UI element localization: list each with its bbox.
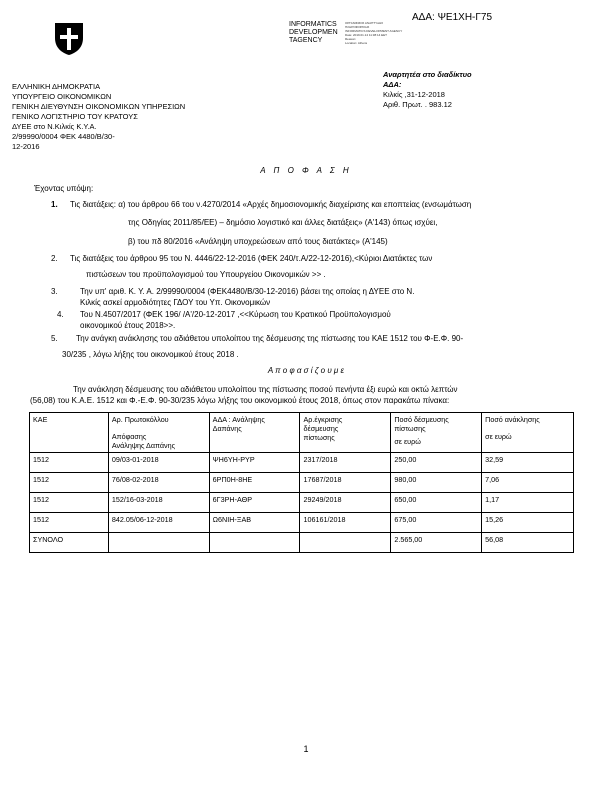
total-revoke: 56,08 — [482, 533, 574, 553]
total-empty — [108, 533, 209, 553]
sig-line: ΟΡΓΑΝΙΣΜΟΣ ΑΝΑΠΤΥΞΗΣ — [345, 21, 384, 25]
item-1-text: Τις διατάξεις: α) του άρθρου 66 του ν.4270/2014 «Αρχές δημοσιονομικής διαχείρισης και εποπτείας (ενσωμάτωση — [70, 200, 472, 209]
org-line-2: DEVELOPMEN — [289, 29, 338, 36]
item-5-text: Την ανάγκη ανάκλησης του αδιάθετου υπολοίπου της δέσμευσης της πίστωσης του ΚΑΕ 1512 του Φ-Ε.Φ. 90- — [76, 334, 464, 343]
authority-line: ΓΕΝΙΚΗ ΔΙΕΥΘΥΝΣΗ ΟΙΚΟΝΟΜΙΚΩΝ ΥΠΗΡΕΣΙΩΝ — [12, 102, 186, 111]
authority-line: ΓΕΝΙΚΟ ΛΟΓΙΣΤΗΡΙΟ ΤΟΥ ΚΡΑΤΟΥΣ — [12, 112, 138, 121]
publication-date: Κιλκίς ,31-12-2018 — [383, 90, 445, 99]
decision-text-cont: (56,08) του Κ.Α.Ε. 1512 και Φ.-Ε.Φ. 90-30/235 λόγω λήξης του οικονομικού έτους 2018, όπως στον παρακάτω πίνακα: — [30, 396, 450, 405]
item-1-number: 1. — [51, 200, 58, 209]
signature-details — [345, 21, 402, 45]
header-ada: ΑΔΑ : Ανάληψης Δαπάνης — [209, 413, 300, 453]
item-3-text-cont: Κιλκίς ασκεί αρμοδιότητες ΓΔΟΥ του Υπ. Οικονομικών — [80, 298, 271, 307]
item-4-number: 4. — [57, 310, 64, 319]
cell-revoke: 15,26 — [482, 513, 574, 533]
item-2-number: 2. — [51, 254, 58, 263]
cell-ada: 6ΡΠ0Η-8ΗΕ — [209, 473, 300, 493]
publication-protocol: Αριθ. Πρωτ. . 983.12 — [383, 100, 452, 109]
item-5-text-cont: 30/235 , λόγω λήξης του οικονομικού έτους 2018 . — [62, 350, 239, 359]
item-1-text-b: β) του πδ 80/2016 «Ανάληψη υποχρεώσεων από τους διατάκτες» (Α'145) — [128, 237, 388, 246]
authority-block — [12, 82, 185, 152]
signature-org — [289, 21, 338, 45]
intro-text: Έχοντας υπόψη: — [34, 184, 94, 193]
total-empty — [209, 533, 300, 553]
greek-emblem-icon — [52, 22, 86, 56]
cell-ada: 6Γ3ΡΗ-ΑΘΡ — [209, 493, 300, 513]
item-3-number: 3. — [51, 287, 58, 296]
cell-kae: 1512 — [30, 473, 109, 493]
header-registration: Αρ.έγκρισης δέσμευσης πίστωσης — [300, 413, 391, 453]
page-number: 1 — [303, 744, 309, 754]
header-revoke: Ποσό ανάκλησης σε ευρώ — [482, 413, 574, 453]
cell-revoke: 7,06 — [482, 473, 574, 493]
cell-revoke: 1,17 — [482, 493, 574, 513]
sig-line: Location: Athens — [345, 41, 368, 45]
cell-kae: 1512 — [30, 493, 109, 513]
ada-code: ΑΔΑ: ΨΕ1ΧΗ-Γ75 — [412, 12, 493, 23]
item-2-text: Τις διατάξεις του άρθρου 95 του Ν. 4446/22-12-2016 (ΦΕΚ 240/τ.Α/22-12-2016),<Κύριοι Διατάκτες των — [70, 254, 433, 263]
cell-protocol: 09/03-01-2018 — [108, 453, 209, 473]
sig-line: Date: 2019.01.14 11:38:14 EET — [345, 33, 387, 37]
table-row — [30, 493, 574, 513]
item-4-text: Του Ν.4507/2017 (ΦΕΚ 196/ /Α'/20-12-2017 ,<<Κύρωση του Κρατικού Προϋπολογισμού — [80, 310, 391, 319]
header-amount: Ποσό δέσμευσης πίστωσης σε ευρώ — [391, 413, 482, 453]
header-protocol: Αρ. Πρωτοκόλλου Απόφασης Ανάληψης Δαπάνης — [108, 413, 209, 453]
table-total-row — [30, 533, 574, 553]
table-row — [30, 453, 574, 473]
header-kae: ΚΑΕ — [30, 413, 109, 453]
cell-registration: 106161/2018 — [300, 513, 391, 533]
cell-ada: Ω6ΝΙΗ-ΞΑΒ — [209, 513, 300, 533]
cell-amount: 980,00 — [391, 473, 482, 493]
org-line-3: TAGENCY — [289, 37, 323, 44]
sig-line: INFORMATICS DEVELOPMENT AGENCY — [345, 29, 403, 33]
cell-registration: 29249/2018 — [300, 493, 391, 513]
total-amount: 2.565,00 — [391, 533, 482, 553]
cell-protocol: 76/08-02-2018 — [108, 473, 209, 493]
decision-text: Την ανάκληση δέσμευσης του αδιάθετου υπολοίπου της πίστωσης ποσού πενήντα έξι ευρώ και οκτώ λεπτών — [73, 385, 458, 394]
total-label: ΣΥΝΟΛΟ — [30, 533, 109, 553]
cell-protocol: 842.05/06-12-2018 — [108, 513, 209, 533]
cell-ada: ΨΗ6ΥΗ-ΡΥΡ — [209, 453, 300, 473]
sig-line: Reason: — [345, 37, 357, 41]
item-1-text-cont: της Οδηγίας 2011/85/ΕΕ) – δημόσιο λογιστικό και άλλες διατάξεις» (Α'143) όπως ισχύει, — [128, 218, 438, 227]
item-4-text-cont: οικονομικού έτους 2018>>. — [80, 321, 176, 330]
cell-registration: 2317/2018 — [300, 453, 391, 473]
authority-line: 2/99990/0004 ΦΕΚ 4480/Β/30- — [12, 132, 115, 141]
decision-heading: Α π ο φ α σ ί ζ ο υ μ ε — [267, 366, 345, 375]
commitments-table — [29, 412, 574, 553]
cell-amount: 250,00 — [391, 453, 482, 473]
cell-revoke: 32,59 — [482, 453, 574, 473]
publication-heading: Αναρτητέα στο διαδίκτυο — [383, 70, 472, 79]
publication-ada-label: ΑΔΑ: — [383, 80, 402, 89]
cell-amount: 675,00 — [391, 513, 482, 533]
authority-line: ΕΛΛΗΝΙΚΗ ΔΗΜΟΚΡΑΤΙΑ — [12, 82, 101, 91]
org-line-1: INFORMATICS — [289, 21, 337, 28]
cell-registration: 17687/2018 — [300, 473, 391, 493]
total-empty — [300, 533, 391, 553]
cell-protocol: 152/16-03-2018 — [108, 493, 209, 513]
publication-block — [383, 70, 472, 110]
authority-line: ΥΠΟΥΡΓΕΙΟ ΟΙΚΟΝΟΜΙΚΩΝ — [12, 92, 112, 101]
cell-kae: 1512 — [30, 513, 109, 533]
item-3-text: Την υπ' αριθ. Κ. Υ. Α. 2/99990/0004 (ΦΕΚ4480/Β/30-12-2016) βάσει της οποίας η ΔΥΕΕ στο Ν. — [80, 287, 415, 296]
sig-line: ΠΛΗΡΟΦΟΡΙΚΗΣ — [345, 25, 370, 29]
cell-kae: 1512 — [30, 453, 109, 473]
authority-line: 12-2016 — [12, 142, 40, 151]
table-row — [30, 513, 574, 533]
table-row — [30, 473, 574, 493]
cell-amount: 650,00 — [391, 493, 482, 513]
authority-line: ΔΥΕΕ στο Ν.Κιλκίς Κ.Υ.Α. — [12, 122, 97, 131]
item-5-number: 5. — [51, 334, 58, 343]
table-header-row — [30, 413, 574, 453]
document-title: Α Π Ο Φ Α Σ Η — [260, 166, 352, 175]
item-2-text-cont: πιστώσεων του προϋπολογισμού του Υπουργείου Οικονομικών >> . — [86, 270, 326, 279]
